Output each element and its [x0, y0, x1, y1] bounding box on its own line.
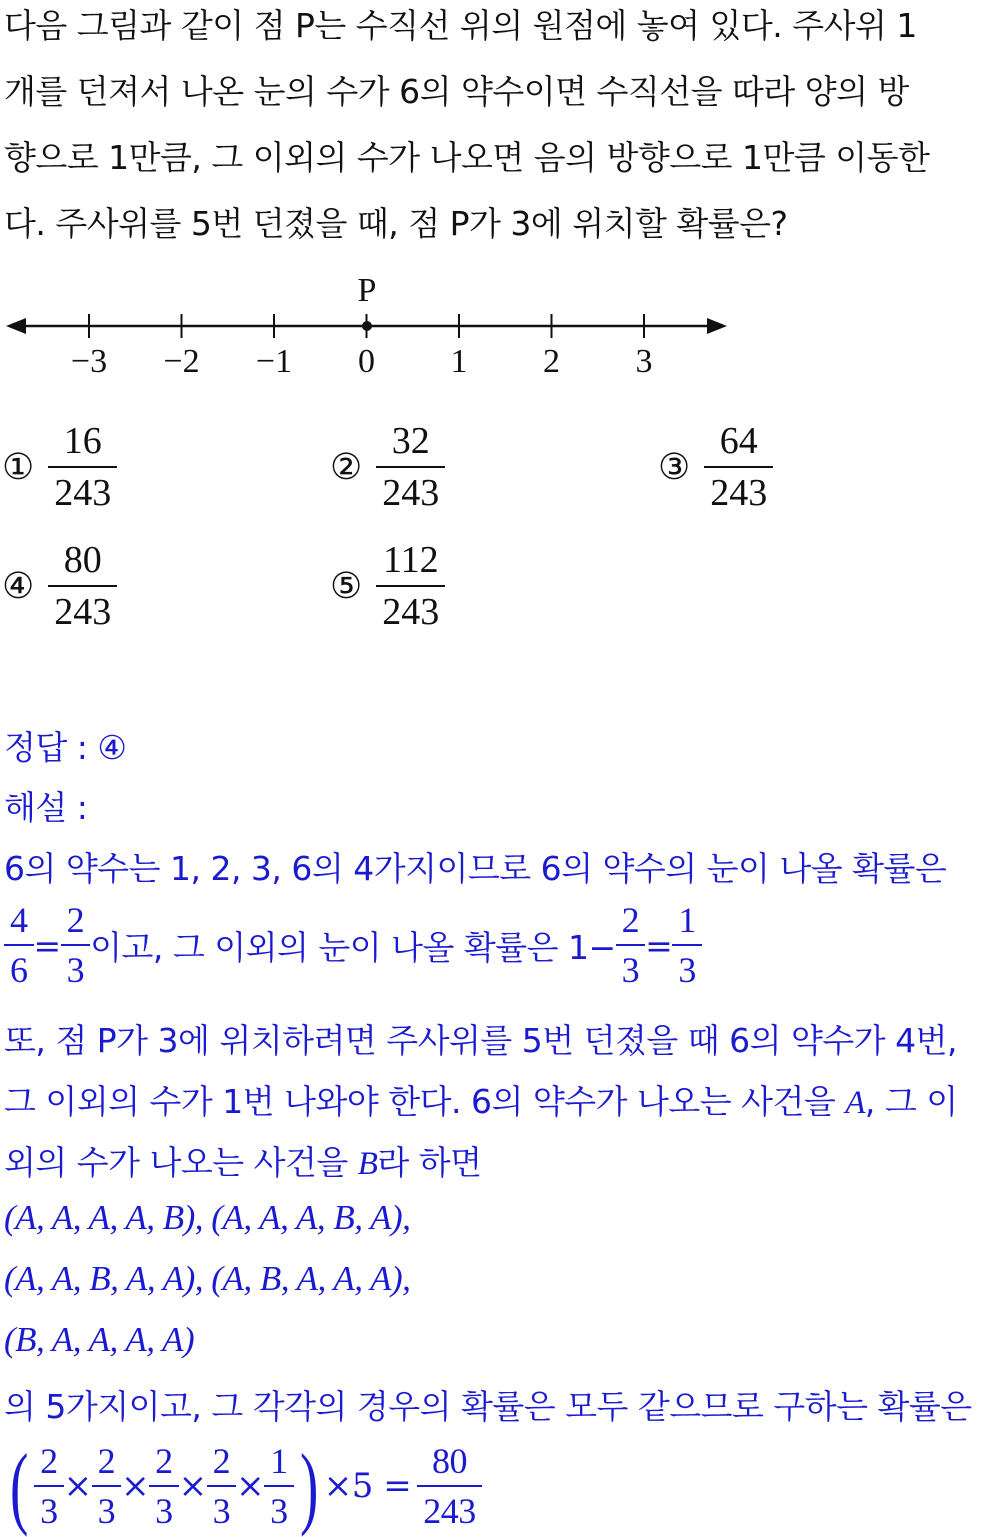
- number-line-figure: [0, 268, 760, 388]
- solution-line-4: [4, 1076, 958, 1123]
- denominator: 3: [66, 950, 85, 990]
- choice-1-denominator: 243: [54, 472, 112, 514]
- numerator: 2: [621, 900, 640, 940]
- tick-label: −1: [255, 343, 293, 380]
- denominator: 3: [270, 1491, 288, 1531]
- numerator: 4: [10, 900, 28, 940]
- explanation-label: 해설 :: [4, 788, 88, 827]
- text-segment: 라 하면: [377, 1143, 482, 1182]
- product-fraction: [149, 1443, 179, 1529]
- answer-label: 정답 : ④: [4, 728, 127, 767]
- fraction-1-3: [672, 902, 702, 988]
- denominator: 6: [10, 950, 28, 990]
- numerator: 2: [66, 900, 85, 940]
- choice-1[interactable]: [2, 422, 117, 512]
- fraction-4-6: [4, 902, 34, 988]
- point-p-label: P: [357, 272, 377, 309]
- choice-1-numerator: 16: [63, 420, 102, 462]
- numerator: 2: [155, 1441, 173, 1481]
- fraction-2-3-b: [616, 902, 646, 988]
- question-line-1: 다음 그림과 같이 점 P는 수직선 위의 원점에 놓여 있다. 주사위 1: [4, 6, 917, 45]
- product-fraction: [264, 1443, 294, 1529]
- denominator: 3: [621, 950, 640, 990]
- solution-line-6: 의 5가지이고, 그 각각의 경우의 확률은 모두 같으므로 구하는 확률은: [4, 1387, 972, 1426]
- point-p-marker: [362, 321, 372, 331]
- choice-3-numerator: 64: [719, 420, 758, 462]
- denominator: 3: [40, 1491, 58, 1531]
- choice-2[interactable]: [330, 422, 445, 512]
- choice-5-denominator: 243: [382, 591, 440, 633]
- choice-3[interactable]: [658, 422, 773, 512]
- solution-line-3: 또, 점 P가 3에 위치하려면 주사위를 5번 던졌을 때 6의 약수가 4번,: [4, 1021, 957, 1060]
- question-line-2: 개를 던져서 나온 눈의 수가 6의 약수이면 수직선을 따라 양의 방: [4, 72, 909, 111]
- fraction-bar: [417, 1485, 482, 1487]
- event-b-symbol: B: [357, 1146, 378, 1182]
- fraction-bar: [48, 585, 117, 587]
- choice-2-numerator: 32: [391, 420, 430, 462]
- denominator: 3: [678, 950, 696, 990]
- fraction-bar: [4, 944, 34, 946]
- right-arrow-icon: [707, 318, 727, 334]
- fraction-bar: [48, 466, 117, 468]
- product-fraction: [34, 1443, 64, 1529]
- choice-4-denominator: 243: [54, 591, 112, 633]
- left-arrow-icon: [6, 318, 26, 334]
- number-line-svg: [0, 268, 760, 388]
- denominator: 3: [212, 1491, 231, 1531]
- event-a-symbol: A: [845, 1085, 865, 1121]
- fraction-bar: [616, 944, 646, 946]
- numerator: 80: [431, 1441, 467, 1481]
- fraction-bar: [704, 466, 773, 468]
- choice-5-marker: ⑤: [330, 565, 363, 607]
- choice-4-marker: ④: [2, 565, 35, 607]
- fraction-bar: [149, 1485, 179, 1487]
- text-segment: 외의 수가 나오는 사건을: [4, 1143, 358, 1182]
- times-sign: ×: [121, 1466, 150, 1506]
- choice-4-numerator: 80: [63, 539, 102, 581]
- choice-4-fraction: [48, 541, 117, 631]
- numerator: 2: [212, 1441, 231, 1481]
- choice-2-fraction: [376, 422, 445, 512]
- fraction-bar: [61, 944, 91, 946]
- final-fraction-product: [34, 1443, 294, 1529]
- solution-line-5: [4, 1137, 482, 1184]
- choice-2-denominator: 243: [382, 472, 440, 514]
- case-list-line-1: (A, A, A, A, B), (A, A, A, B, A),: [4, 1198, 411, 1237]
- numerator: 2: [97, 1441, 116, 1481]
- tick-label: 2: [543, 343, 560, 380]
- denominator: 3: [155, 1491, 173, 1531]
- product-fraction: [207, 1443, 237, 1529]
- choice-3-marker: ③: [658, 446, 691, 488]
- choice-4[interactable]: [2, 541, 117, 631]
- fraction-2-3: [61, 902, 91, 988]
- left-paren: (: [10, 1435, 29, 1537]
- tick-label: −3: [70, 343, 108, 380]
- choice-5-fraction: [376, 541, 445, 631]
- solution-line-2-text: 이고, 그 이외의 눈이 나올 확률은 1−: [90, 927, 616, 967]
- denominator: 3: [97, 1491, 116, 1531]
- tick-label: 1: [450, 343, 468, 380]
- case-list-line-3: (B, A, A, A, A): [4, 1320, 195, 1359]
- question-line-3: 향으로 1만큼, 그 이외의 수가 나오면 음의 방향으로 1만큼 이동한: [4, 138, 930, 177]
- times-sign: ×: [236, 1466, 265, 1506]
- denominator: 243: [423, 1491, 476, 1531]
- numerator: 2: [40, 1441, 58, 1481]
- times-five-equals: ×5 =: [323, 1466, 412, 1506]
- choice-1-fraction: [48, 422, 117, 512]
- choice-5-numerator: 112: [382, 539, 439, 581]
- times-sign: ×: [63, 1466, 92, 1506]
- fraction-bar: [207, 1485, 237, 1487]
- case-list-line-2: (A, A, B, A, A), (A, B, A, A, A),: [4, 1259, 411, 1298]
- text-segment: , 그 이: [864, 1082, 958, 1121]
- solution-line-1: 6의 약수는 1, 2, 3, 6의 4가지이므로 6의 약수의 눈이 나올 확률은: [4, 849, 947, 888]
- final-result-fraction: [417, 1443, 482, 1529]
- fraction-bar: [264, 1485, 294, 1487]
- fraction-bar: [376, 585, 445, 587]
- numerator: 1: [678, 900, 696, 940]
- final-expression: [4, 1435, 482, 1537]
- tick-label: 3: [635, 343, 653, 380]
- equals-sign: =: [33, 925, 61, 965]
- solution-line-2: [4, 902, 702, 988]
- question-line-4: 다. 주사위를 5번 던졌을 때, 점 P가 3에 위치할 확률은?: [4, 204, 788, 243]
- fraction-bar: [34, 1485, 64, 1487]
- tick-label: −2: [163, 343, 200, 380]
- choice-5[interactable]: [330, 541, 445, 631]
- choice-1-marker: ①: [2, 446, 35, 488]
- choice-2-marker: ②: [330, 446, 363, 488]
- choice-3-denominator: 243: [710, 472, 768, 514]
- fraction-bar: [672, 944, 702, 946]
- product-fraction: [92, 1443, 122, 1529]
- fraction-bar: [92, 1485, 122, 1487]
- numerator: 1: [270, 1441, 288, 1481]
- fraction-bar: [376, 466, 445, 468]
- times-sign: ×: [178, 1466, 207, 1506]
- text-segment: 그 이외의 수가 1번 나와야 한다. 6의 약수가 나오는 사건을: [4, 1082, 846, 1121]
- right-paren: ): [299, 1435, 318, 1537]
- equals-sign: =: [645, 925, 673, 965]
- tick-label: 0: [358, 343, 375, 380]
- choice-3-fraction: [704, 422, 773, 512]
